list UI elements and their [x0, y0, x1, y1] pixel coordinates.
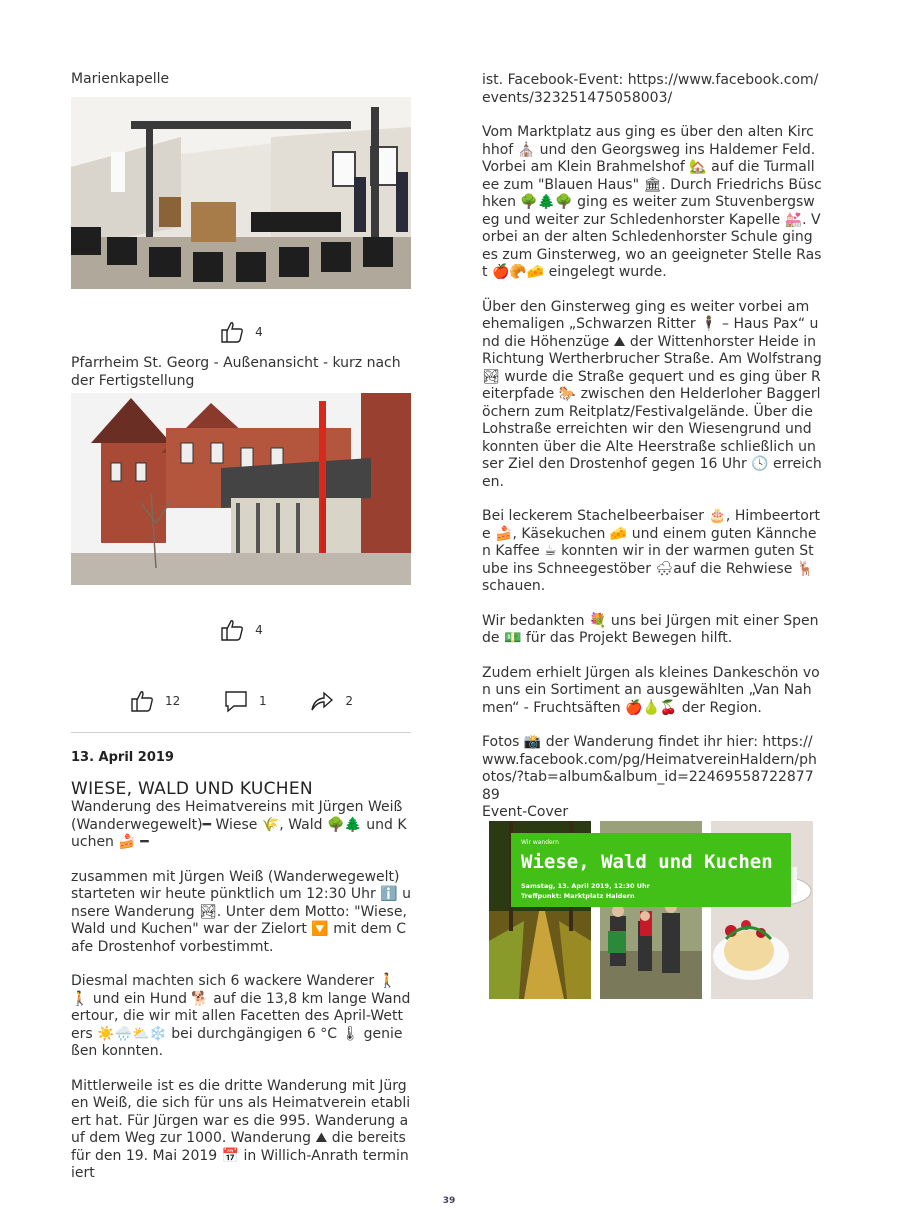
post-comment-button[interactable]: [223, 688, 267, 714]
post-date: 13. April 2019: [71, 750, 174, 765]
post-like-count: 12: [165, 694, 181, 708]
paragraph: Zudem erhielt Jürgen als kleines Dankeschön von uns ein Sortiment an ausgewählten „Van Nahmen“ - Fruchtsäften 🍎🍐🍒 der Region.: [482, 664, 820, 716]
pfarrheim-photo[interactable]: [71, 393, 411, 585]
right-column: [482, 72, 822, 839]
paragraph: Bei leckerem Stachelbeerbaiser 🎂, Himbeertorte 🍰, Käsekuchen 🧀 und einem guten Kännchen Kaffee ☕ konnten wir in der warmen guten Stube ins Schneegestöber 🌨auf die Rehwiese 🦌 schauen.: [482, 508, 821, 594]
like-count: 4: [255, 325, 263, 339]
thumbs-up-icon[interactable]: [219, 319, 245, 345]
paragraph: zusammen mit Jürgen Weiß (Wanderwegewelt) starteten wir heute pünktlich um 12:30 Uhr ℹ️ unsere Wanderung 🏞. Unter dem Motto: "Wiese, Wald und Kuchen" war der Zielort 🔽 mit dem Cafe Drostenhof vorbestimmt.: [71, 868, 411, 955]
paragraph: Über den Ginsterweg ging es weiter vorbei am ehemaligen „Schwarzen Ritter 🕴 – Haus Pax“ und die Höhenzüge ⛰ der Wittenhorster Heide in Richtung Wertherbrucher Straße. Am Wolfstrang 🏞 wurde die Straße gequert und es ging über Reiterpfade 🐎 zwischen den Helderloher Baggerlöchern zum Reitplatz/Festivalgelände. Über die Lohstraße erreichten wir den Wiesengrund und konnten über die Alte Heerstraße schließlich unser Ziel den Drostenhof gegen 16 Uhr 🕓 erreichen.: [482, 298, 822, 490]
photo-likes[interactable]: [71, 317, 411, 347]
paragraph: Diesmal machten sich 6 wackere Wanderer 🚶🚶 und ein Hund 🐕 auf die 13,8 km lange Wandertour, die wir mit allen Facetten des April-Wetters ☀️🌧️⛅❄️ bei durchgängigen 6 °C 🌡 genießen konnten.: [71, 973, 411, 1059]
paragraph: Mittlerweile ist es die dritte Wanderung mit Jürgen Weiß, die sich für uns als Heimatverein etabliert hat. Für Jürgen war es die 995. Wanderung auf dem Weg zur 1000. Wanderung ⛰ die bereits für den 19. Mai 2019 📅 in Willich-Anrath terminiert: [71, 1077, 411, 1181]
thumbs-up-icon[interactable]: [219, 617, 245, 643]
photo-caption-pfarrheim: Pfarrheim St. Georg - Außenansicht - kurz nach der Fertigstellung: [71, 355, 401, 389]
banner-kicker: Wir wandern: [521, 839, 559, 846]
post-actions: [71, 686, 411, 716]
text: Fotos 📸 der Wanderung findet ihr hier:: [482, 734, 763, 750]
banner-info: [521, 881, 650, 901]
banner-date: Samstag, 13. April 2019, 12:30 Uhr: [521, 882, 650, 890]
banner-title: Wiese, Wald und Kuchen: [521, 851, 773, 873]
text: ist. Facebook-Event:: [482, 72, 628, 88]
event-banner: [511, 833, 791, 907]
event-cover-image[interactable]: [489, 821, 813, 999]
share-icon: [309, 688, 335, 714]
photos-link[interactable]: https://www.facebook.com/pg/HeimatvereinHaldern/photos/?tab=album&album_id=2246955872287789: [482, 734, 817, 803]
marienkapelle-photo[interactable]: [71, 97, 411, 289]
post-title: WIESE, WALD UND KUCHEN: [71, 779, 313, 799]
facebook-event-link[interactable]: https://www.facebook.com/events/323251475058003/: [482, 72, 819, 106]
event-cover-label: Event-Cover: [482, 804, 569, 820]
paragraph: Vom Marktplatz aus ging es über den alten Kirchhof ⛪ und den Georgsweg ins Haldemer Feld. Vorbei am Klein Brahmelshof 🏡 auf die Turmallee zum "Blauen Haus" 🏛. Durch Friedrichs Büschken 🌳🌲🌳 ging es weiter zum Stuvenbergsweg und weiter zur Schledenhorster Kapelle 💒. Vorbei an der alten Schledenhorster Schule ging es zum Ginsterweg, wo an geeigneter Stelle Rast 🍎🥐🧀 eingelegt wurde.: [482, 124, 822, 280]
post-comment-count: 1: [259, 694, 267, 708]
divider: [71, 732, 411, 733]
thumbs-up-icon: [129, 688, 155, 714]
comment-icon: [223, 688, 249, 714]
post-like-button[interactable]: [129, 688, 180, 714]
post-share-count: 2: [345, 694, 353, 708]
like-count: 4: [255, 623, 263, 637]
photo-caption-marienkapelle: Marienkapelle: [71, 71, 170, 87]
paragraph: Wanderung des Heimatvereins mit Jürgen Weiß (Wanderwegewelt)━ Wiese 🌾, Wald 🌳🌲 und Kuchen 🍰 ━: [71, 799, 407, 850]
post-share-button[interactable]: [309, 688, 353, 714]
paragraph: [482, 72, 822, 107]
left-column: [71, 70, 411, 1200]
paragraph: Wir bedankten 💐 uns bei Jürgen mit einer Spende 💵 für das Projekt Bewegen hilft.: [482, 612, 819, 646]
photo-likes-2[interactable]: [71, 615, 411, 645]
paragraph: [482, 734, 822, 804]
banner-meeting-point: Treffpunkt: Marktplatz Haldern: [521, 892, 635, 900]
page-number: 39: [442, 1196, 456, 1206]
